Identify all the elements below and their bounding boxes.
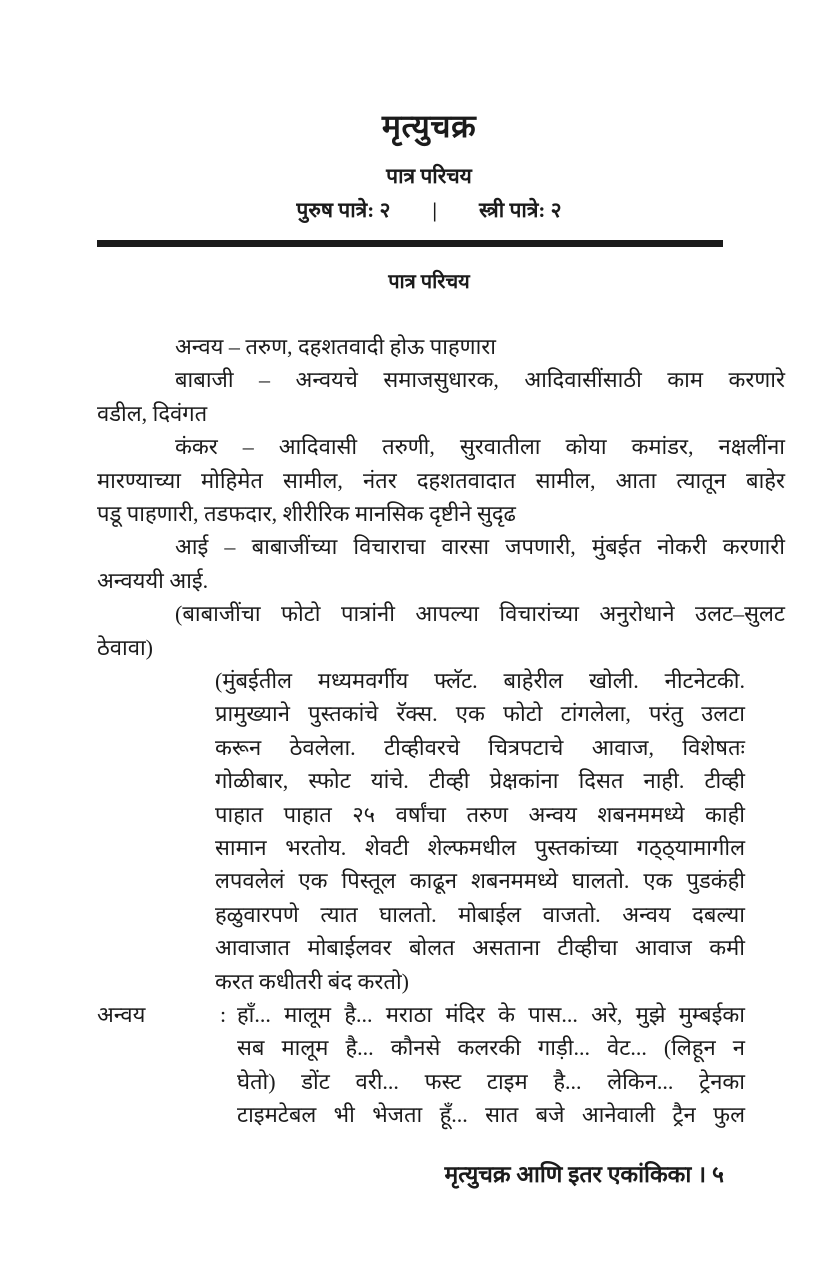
text-line: वडील, दिवंगत bbox=[97, 400, 208, 426]
text-line: सब मालूम है... कौनसे कलरकी गाड़ी... वेट... (लिहून न bbox=[237, 1035, 745, 1061]
section-heading-cast-introduction: पात्र परिचय bbox=[388, 271, 470, 293]
text-line: बाबाजी – अन्वयचे समाजसुधारक, आदिवासींसाठी काम करणारे bbox=[175, 367, 785, 393]
text-line: हाँ... मालूम है... मराठा मंदिर के पास... अरे, मुझे मुम्बईका bbox=[237, 1002, 745, 1027]
cast-list bbox=[97, 330, 785, 664]
text-line: सामान भरतोय. शेवटी शेल्फमधील पुस्तकांच्या गठ्ठ्यामागील bbox=[215, 834, 745, 860]
page-title: मृत्युचक्र bbox=[381, 108, 477, 144]
text-line: मारण्याच्या मोहिमेत सामील, नंतर दहशतवादात सामील, आता त्यातून बाहेर bbox=[97, 467, 785, 493]
header-rule bbox=[97, 240, 723, 247]
text-line: अन्वययी आई. bbox=[97, 567, 209, 593]
stage-direction bbox=[215, 664, 745, 998]
dialogue-speaker: अन्वय bbox=[97, 1002, 146, 1027]
footer-divider: । bbox=[697, 1162, 707, 1187]
text-line: पाहात पाहात २५ वर्षांचा तरुण अन्वय शबनममध्ये काही bbox=[215, 801, 745, 827]
text-line: गोळीबार, स्फोट यांचे. टीव्ही प्रेक्षकांना दिसत नाही. टीव्ही bbox=[215, 768, 745, 794]
subtitle-cast-introduction: पात्र परिचय bbox=[386, 164, 472, 188]
dialogue-colon: : bbox=[219, 1002, 227, 1027]
text-line: करत कधीतरी बंद करतो) bbox=[215, 968, 409, 994]
text-line: ठेवावा) bbox=[97, 634, 153, 660]
footer-page-number: ५ bbox=[712, 1162, 724, 1187]
text-line: आवाजात मोबाईलवर बोलत असताना टीव्हीचा आवाज कमी bbox=[215, 935, 745, 961]
dialogue-lines bbox=[237, 998, 745, 1132]
page-footer bbox=[442, 1157, 727, 1189]
text-line: घेतो) डोंट वरी... फस्ट टाइम है... लेकिन... ट्रेनका bbox=[237, 1068, 745, 1094]
text-line: कंकर – आदिवासी तरुणी, सुरवातीला कोया कमांडर, नक्षलींना bbox=[175, 434, 785, 460]
text-line: (बाबाजींचा फोटो पात्रांनी आपल्या विचारांच्या अनुरोधाने उलट–सुलट bbox=[175, 601, 785, 627]
text-line: (मुंबईतील मध्यमवर्गीय फ्लॅट. बाहेरील खोली. नीटनेटकी. bbox=[215, 668, 745, 693]
text-line: प्रामुख्याने पुस्तकांचे रॅक्स. एक फोटो टांगलेला, परंतु उलटा bbox=[215, 701, 745, 727]
footer-book-title: मृत्युचक्र आणि इतर एकांकिका bbox=[444, 1162, 692, 1187]
text-line: पडू पाहणारी, तडफदार, शीरीरिक मानसिक दृष्टीने सुदृढ bbox=[97, 500, 516, 526]
text-line: टाइमटेबल भी भेजता हूँ... सात बजे आनेवाली ट्रैन फुल bbox=[237, 1102, 745, 1128]
text-line: हळुवारपणे त्यात घालतो. मोबाईल वाजतो. अन्वय दबल्या bbox=[215, 901, 745, 927]
text-line: अन्वय – तरुण, दहशतवादी होऊ पाहणारा bbox=[175, 334, 496, 359]
cast-counts-row bbox=[97, 196, 761, 224]
text-line: लपवलेलं एक पिस्तूल काढून शबनममध्ये घालतो. एक पुडकंही bbox=[215, 868, 745, 894]
text-line: करून ठेवलेला. टीव्हीवरचे चित्रपटाचे आवाज, विशेषतः bbox=[215, 734, 745, 760]
text-line: आई – बाबाजींच्या विचाराचा वारसा जपणारी, मुंबईत नोकरी करणारी bbox=[175, 534, 785, 560]
dialogue-block bbox=[97, 998, 785, 1132]
female-cast-count: स्त्री पात्रे: २ bbox=[479, 198, 562, 222]
male-cast-count: पुरुष पात्रे: २ bbox=[296, 198, 391, 222]
cast-counts-divider: | bbox=[432, 198, 438, 222]
